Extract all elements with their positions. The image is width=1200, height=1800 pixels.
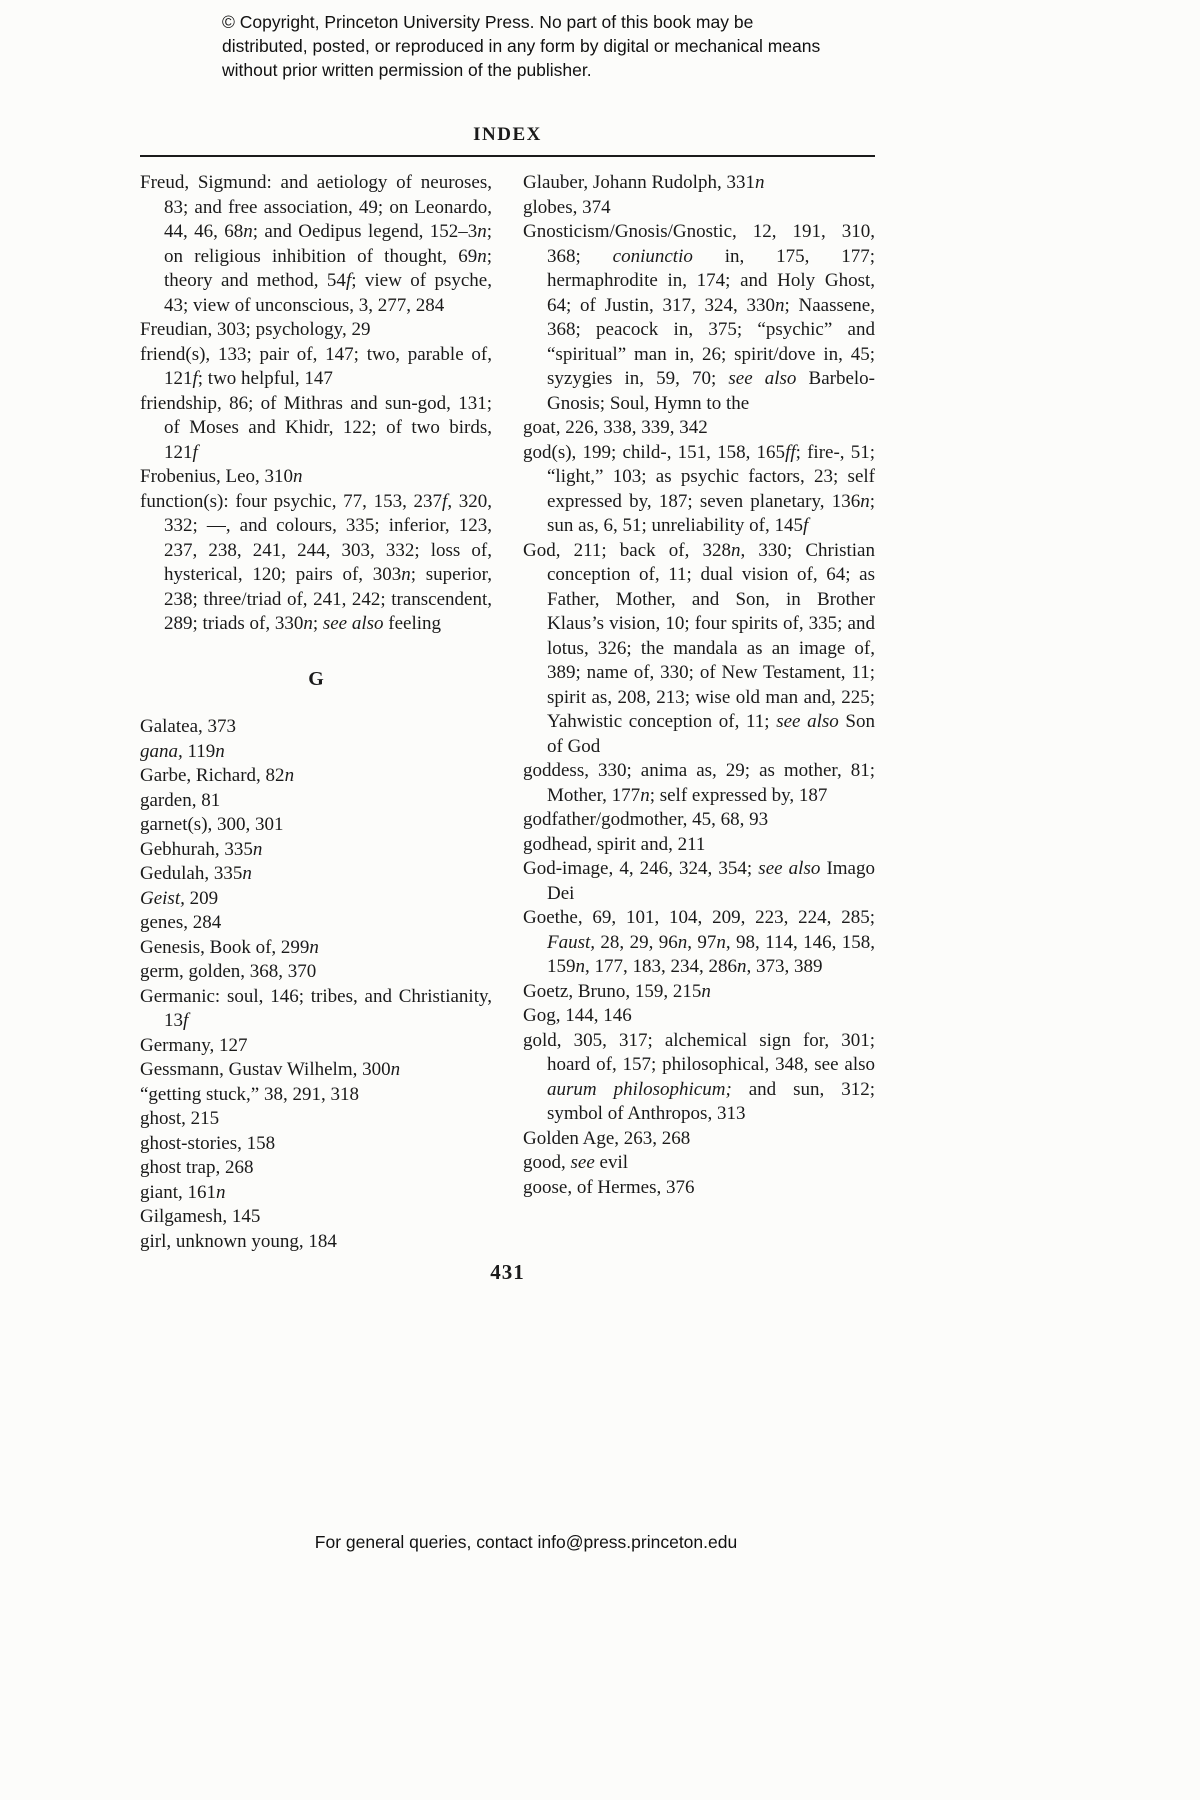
index-entry — [523, 808, 875, 833]
section-heading: G — [308, 667, 324, 690]
index-entry — [523, 906, 875, 980]
index-entry — [523, 759, 875, 808]
entry-text-segment: Gedulah, 335 — [140, 863, 243, 884]
entry-text-segment: goose, of Hermes, 376 — [523, 1176, 695, 1198]
entry-text-segment: f — [192, 368, 198, 389]
entry-text-segment: n — [575, 956, 585, 977]
page-title: INDEX — [473, 124, 542, 145]
entry-text-segment: ; on religious inhibition of thought, 69 — [164, 221, 493, 267]
entry-text-segment: Son of God — [547, 711, 875, 757]
entry-text-segment: gold, 305, 317; alchemical sign for, 301; hoard of, 157; philosophical, 348, see also — [523, 1029, 875, 1075]
entry-text-segment: goat, 226, 338, 339, 342 — [523, 417, 708, 438]
entry-text-segment: giant, 161 — [140, 1181, 216, 1203]
entry-text-segment: ; two helpful, 147 — [197, 368, 333, 389]
entry-text-segment: ; superior, 238; three/triad of, 241, 242; transcendent, 289; triads of, 330 — [164, 564, 492, 634]
index-entry — [523, 1176, 875, 1201]
entry-text-segment: 28, 29, 96 — [595, 931, 678, 953]
entry-text-segment: , 330; Christian conception of, 11; dual vision of, 64; as Father, Mother, and Son, in Brother Klaus’s vision, 10; four spirits of, 335; and lotus, 326; the mandala as an image of, 389; name of, 330; of New Testament, 11; spirit as, 208, 213; wise old man and, 225; Yahwistic conception of, 11; — [547, 539, 875, 732]
entry-text-segment: feeling — [383, 613, 442, 634]
index-entry — [523, 416, 875, 441]
entry-text-segment: ; view of psyche, 43; view of unconscious, 3, 277, 284 — [164, 270, 492, 316]
entry-text-segment: Gessmann, Gustav Wilhelm, 300 — [140, 1059, 391, 1080]
index-entry — [523, 1004, 875, 1029]
index-entry — [140, 740, 492, 765]
index-entry — [140, 715, 492, 740]
entry-text-segment: n — [477, 221, 487, 242]
entry-text-segment: n — [754, 172, 765, 193]
index-entry — [140, 1034, 492, 1059]
footer-contact: For general queries, contact info@press.princeton.edu — [314, 1532, 738, 1552]
entry-text-segment: gana, — [140, 740, 183, 762]
index-entry — [140, 838, 492, 863]
entry-text-segment: ; sun as, 6, 51; unreliability of, 145 — [547, 490, 875, 536]
index-entry — [140, 911, 492, 936]
entry-text-segment: garden, 81 — [140, 789, 221, 811]
entry-text-segment: in, 175, 177; hermaphrodite in, 174; and Holy Ghost, 64; of Justin, 317, 324, 330 — [547, 245, 876, 316]
entry-text-segment: ; self expressed by, 187 — [649, 784, 828, 806]
entry-text-segment: n — [242, 863, 252, 884]
entry-text-segment: n — [731, 539, 741, 561]
index-entry — [140, 1132, 492, 1157]
index-entry — [140, 789, 492, 814]
index-column-left — [140, 171, 492, 1254]
entry-text-segment: ghost, 215 — [140, 1108, 220, 1129]
entry-text-segment: see also — [728, 368, 797, 389]
entry-text-segment: n — [737, 956, 747, 977]
entry-text-segment: n — [216, 1181, 226, 1203]
entry-text-segment: n — [243, 221, 253, 242]
index-entry — [523, 857, 875, 906]
entry-text-segment: n — [860, 490, 870, 512]
entry-text-segment: f — [442, 490, 448, 512]
entry-text-segment: n — [215, 740, 225, 762]
index-entry — [140, 1083, 492, 1108]
entry-text-segment: Goetz, Bruno, 159, 215 — [523, 980, 702, 1002]
entry-text-segment: ; fire-, 51; “light,” 103; as psychic factors, 23; self expressed by, 187; seven planetary, 136 — [547, 441, 875, 512]
entry-text-segment: girl, unknown young, 184 — [140, 1230, 337, 1252]
entry-text-segment: , 97 — [687, 931, 717, 953]
entry-text-segment: f — [345, 270, 352, 291]
entry-text-segment: n — [774, 294, 785, 316]
entry-text-segment: ; theory and method, 54 — [164, 245, 492, 291]
index-entry — [140, 960, 492, 985]
index-entry — [140, 490, 492, 637]
entry-text-segment: ghost-stories, 158 — [140, 1132, 276, 1154]
entry-text-segment: ; — [312, 613, 323, 634]
entry-text-segment: genes, 284 — [140, 912, 222, 933]
entry-text-segment: n — [677, 931, 688, 953]
entry-text-segment: n — [252, 838, 263, 860]
index-page — [140, 124, 875, 1285]
entry-text-segment: see also — [322, 613, 384, 634]
entry-text-segment: friendship, 86; of Mithras and sun-god, 131; of Moses and Khidr, 122; of two birds, 121 — [140, 392, 492, 463]
entry-text-segment: god(s), 199; child-, 151, 158, 165 — [523, 441, 786, 463]
index-entry — [140, 985, 492, 1034]
index-entry — [140, 1205, 492, 1230]
entry-text-segment: n — [293, 466, 303, 487]
entry-text-segment: Freudian, 303; psychology, 29 — [140, 319, 371, 340]
entry-text-segment: Garbe, Richard, 82 — [140, 765, 285, 786]
page-number: 431 — [490, 1260, 525, 1284]
entry-text-segment: n — [303, 613, 313, 634]
index-entry — [140, 862, 492, 887]
index-entry — [140, 171, 492, 318]
entry-text-segment: evil — [594, 1152, 629, 1173]
index-entry — [523, 220, 875, 416]
index-entry — [140, 1156, 492, 1181]
index-entry — [140, 813, 492, 838]
entry-text-segment: f — [192, 441, 198, 463]
entry-text-segment: see also — [758, 858, 821, 879]
entry-text-segment: , 177, 183, 234, 286 — [585, 956, 737, 977]
entry-text-segment: coniunctio — [612, 245, 693, 267]
entry-text-segment: n — [309, 936, 319, 958]
entry-text-segment: Freud, Sigmund: and aetiology of neuroses, 83; and free association, 49; on Leonardo, 44, 46, 68 — [140, 172, 492, 242]
entry-text-segment: Faust, — [547, 931, 596, 953]
index-entry — [140, 1058, 492, 1083]
index-entry — [140, 1230, 492, 1255]
entry-text-segment: Geist, — [140, 887, 185, 909]
entry-text-segment: n — [716, 931, 726, 953]
entry-text-segment: n — [477, 245, 487, 267]
entry-text-segment: 209 — [184, 887, 219, 909]
entry-text-segment: Glauber, Johann Rudolph, 331 — [523, 172, 755, 193]
entry-text-segment: see also — [776, 711, 839, 732]
entry-text-segment: , 373, 389 — [746, 956, 823, 977]
entry-text-segment: n — [284, 765, 295, 786]
entry-text-segment: Frobenius, Leo, 310 — [140, 466, 294, 487]
entry-text-segment: Goethe, 69, 101, 104, 209, 223, 224, 285; — [523, 907, 875, 928]
index-entry — [140, 1181, 492, 1206]
index-entry — [523, 171, 875, 196]
entry-text-segment: Germanic: soul, 146; tribes, and Christianity, 13 — [140, 985, 492, 1031]
entry-text-segment: ghost trap, 268 — [140, 1157, 254, 1178]
entry-text-segment: n — [390, 1059, 401, 1080]
entry-text-segment: goddess, 330; anima as, 29; as mother, 81; Mother, 177 — [523, 760, 875, 806]
entry-text-segment: God-image, 4, 246, 324, 354; — [523, 858, 759, 879]
index-entry — [140, 764, 492, 789]
entry-text-segment: aurum philosophicum; — [547, 1078, 732, 1100]
entry-text-segment: Genesis, Book of, 299 — [140, 936, 310, 958]
entry-text-segment: Imago Dei — [547, 858, 875, 904]
index-entry — [140, 465, 492, 490]
entry-text-segment: and sun, 312; symbol of Anthropos, 313 — [547, 1078, 875, 1124]
title-divider-rule — [140, 155, 875, 157]
index-entry — [523, 441, 875, 539]
entry-text-segment: Barbelo-Gnosis; Soul, Hymn to the — [547, 368, 875, 414]
entry-text-segment: function(s): four psychic, 77, 153, 237 — [140, 490, 443, 512]
entry-text-segment: ; and Oedipus legend, 152–3 — [252, 221, 478, 242]
entry-text-segment: f — [183, 1010, 189, 1031]
index-entry — [523, 1127, 875, 1152]
index-entry — [140, 318, 492, 343]
index-entry — [140, 936, 492, 961]
index-entry — [140, 1107, 492, 1132]
entry-text-segment: ; Naassene, 368; peacock in, 375; “psychic” and “spiritual” man in, 26; spirit/dove in, 45; syzygies in, 59, 70; — [547, 294, 875, 389]
entry-text-segment: see — [570, 1152, 595, 1173]
entry-text-segment: Gilgamesh, 145 — [140, 1206, 261, 1227]
entry-text-segment: n — [701, 980, 711, 1002]
entry-text-segment: ff — [785, 441, 796, 463]
entry-text-segment: Gebhurah, 335 — [140, 838, 253, 860]
entry-text-segment: friend(s), 133; pair of, 147; two, parable of, 121 — [140, 343, 492, 389]
entry-text-segment: n — [401, 564, 411, 585]
entry-text-segment: good, — [523, 1152, 571, 1173]
entry-text-segment: Gog, 144, 146 — [523, 1005, 632, 1026]
entry-text-segment: germ, golden, 368, 370 — [140, 961, 317, 982]
entry-text-segment: garnet(s), 300, 301 — [140, 814, 284, 835]
index-entry — [523, 1151, 875, 1176]
entry-text-segment: godfather/godmother, 45, 68, 93 — [523, 809, 769, 830]
entry-text-segment: God, 211; back of, 328 — [523, 539, 732, 561]
entry-text-segment: n — [640, 784, 650, 806]
entry-text-segment: , 320, 332; —, and colours, 335; inferior, 123, 237, 238, 241, 244, 303, 332; loss of, hysterical, 120; pairs of, 303 — [164, 490, 492, 585]
index-entry — [140, 343, 492, 392]
entry-text-segment: , 98, 114, 146, 158, 159 — [547, 931, 876, 977]
index-entry — [140, 887, 492, 912]
copyright-notice: © Copyright, Princeton University Press. No part of this book may be distributed, posted, or reproduced in any form by digital or mechanical means without prior written permission of the publisher. — [222, 12, 821, 81]
entry-text-segment: globes, 374 — [523, 196, 611, 218]
index-entry — [523, 196, 875, 221]
index-entry — [523, 1029, 875, 1127]
index-entry — [523, 833, 875, 858]
index-entry — [523, 980, 875, 1005]
entry-text-segment: godhead, spirit and, 211 — [523, 833, 706, 855]
entry-text-segment: Golden Age, 263, 268 — [523, 1127, 691, 1149]
entry-text-segment: “getting stuck,” 38, 291, 318 — [140, 1083, 359, 1105]
entry-text-segment: Galatea, 373 — [140, 716, 237, 737]
index-entry — [140, 392, 492, 466]
index-entry — [523, 539, 875, 760]
entry-text-segment: f — [802, 515, 809, 536]
index-columns — [140, 171, 875, 1254]
entry-text-segment: Gnosticism/Gnosis/Gnostic, 12, 191, 310, 368; — [523, 221, 875, 267]
entry-text-segment: 119 — [182, 740, 216, 762]
entry-text-segment: Germany, 127 — [140, 1034, 248, 1056]
index-column-right — [523, 171, 875, 1254]
